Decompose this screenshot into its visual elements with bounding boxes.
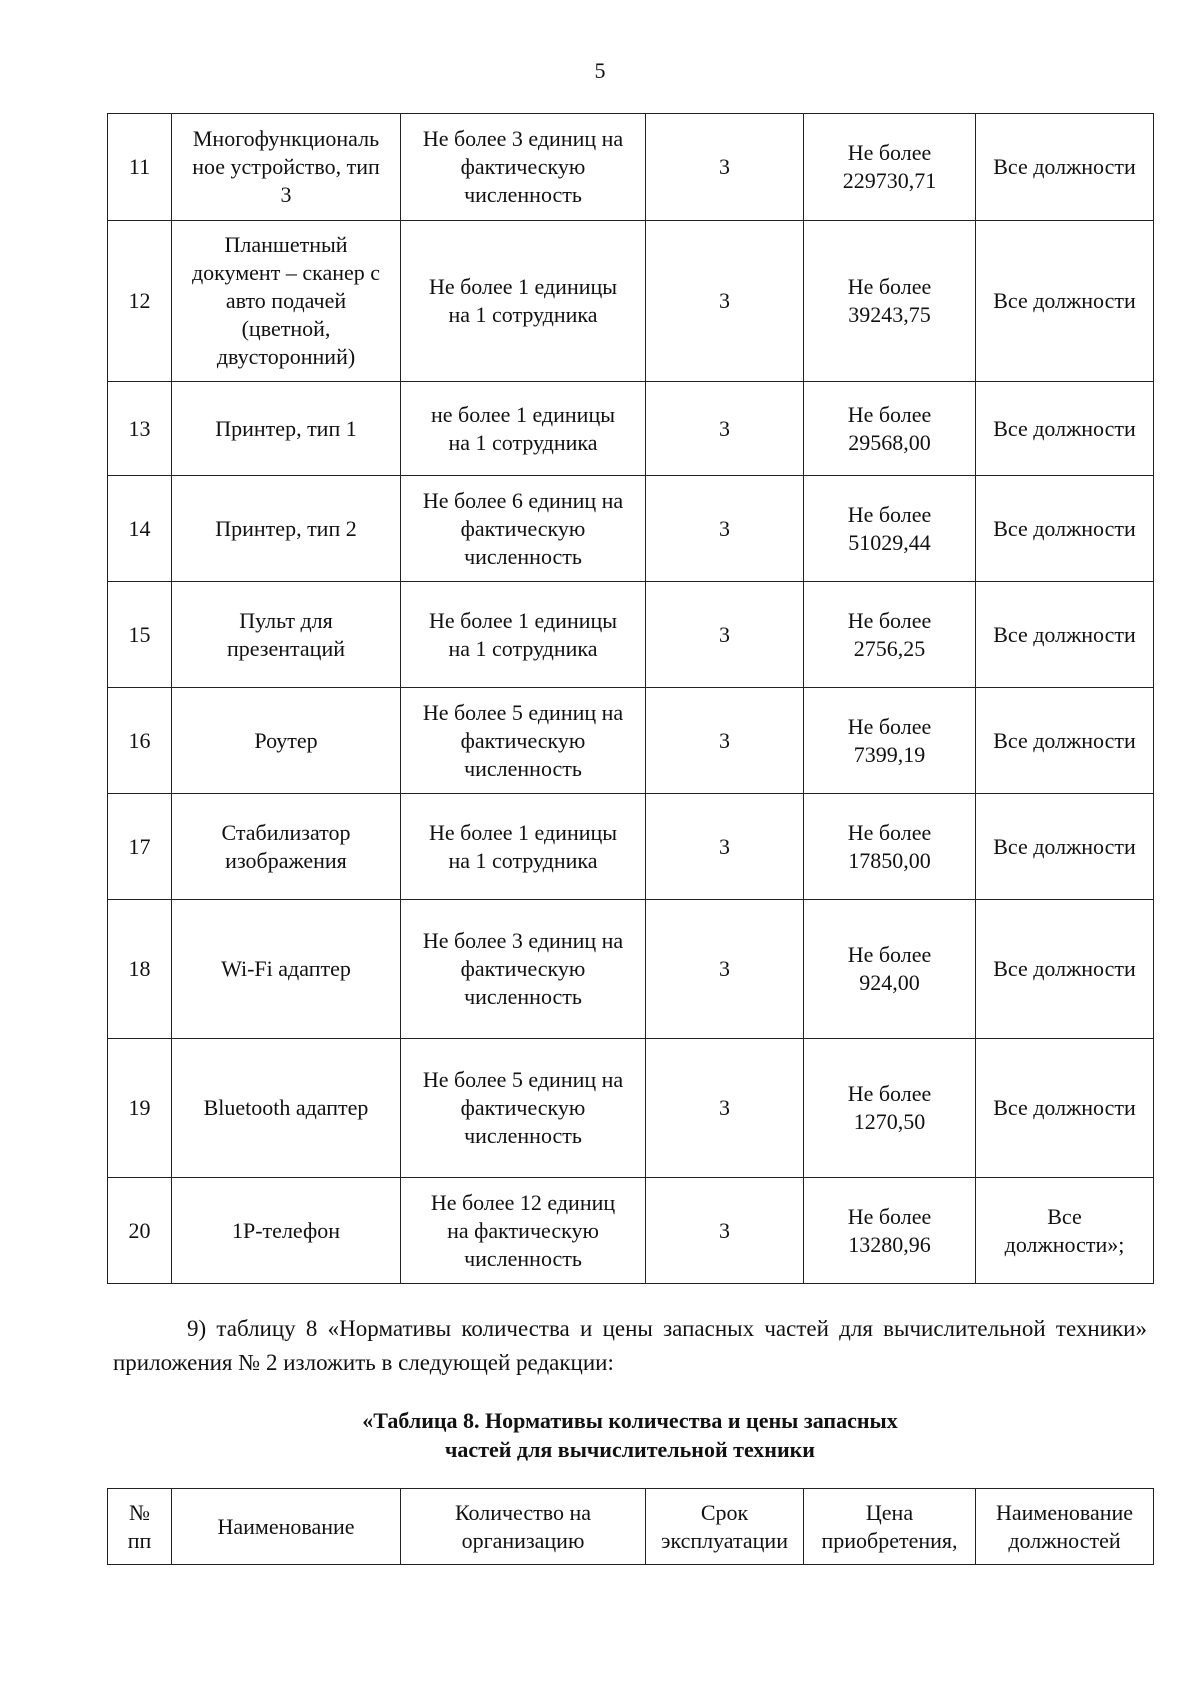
position-cell (976, 476, 1154, 582)
position-cell (976, 1178, 1154, 1284)
quantity-cell (401, 794, 646, 900)
position-cell (976, 1039, 1154, 1178)
table-row (108, 382, 1154, 476)
position-cell (976, 582, 1154, 688)
row-number-cell: 19 (108, 1039, 172, 1178)
price-cell-line: 39243,75 (848, 302, 931, 327)
price-cell-line: 51029,44 (848, 529, 931, 555)
quantity-cell-line: Не более 1 единицы (428, 819, 618, 845)
service-life-cell: 3 (646, 114, 804, 221)
price-cell (804, 688, 976, 794)
quantity-cell (401, 582, 646, 688)
price-cell-line: 1270,50 (853, 1109, 926, 1134)
price-cell (804, 382, 976, 476)
quantity-cell (401, 114, 646, 221)
price-cell-line: Не более (847, 819, 932, 845)
item-name-cell (172, 582, 401, 688)
amendment-paragraph (113, 1312, 1147, 1380)
quantity-cell (401, 688, 646, 794)
quantity-cell-line: Не более 5 единиц на (422, 1067, 624, 1092)
position-cell-line: Все должности (993, 621, 1136, 647)
quantity-cell-line: Не более 5 единиц на (422, 699, 624, 725)
service-life-cell: 3 (646, 582, 804, 688)
quantity-cell-line: численность (464, 984, 582, 1009)
quantity-cell (401, 1039, 646, 1178)
header-term-line: эксплуатации (661, 1527, 788, 1553)
amendment-text: 9) таблицу 8 «Нормативы количества и цены запасных частей для вычислительной техники» приложения № 2 изложить в следующей редакции: (113, 1316, 1147, 1375)
item-name-cell-line: ное устройство, тип (192, 154, 380, 179)
price-cell-line: 13280,96 (848, 1231, 931, 1257)
position-cell (976, 382, 1154, 476)
service-life-cell: 3 (646, 382, 804, 476)
item-name-cell-line: Стабилизатор (221, 819, 351, 845)
table-row (108, 221, 1154, 382)
price-cell-line: Не более (847, 607, 932, 633)
position-cell (976, 688, 1154, 794)
item-name-cell-line: документ – сканер с (191, 260, 381, 285)
table-row (108, 900, 1154, 1039)
header-qty-line: организацию (461, 1527, 585, 1553)
position-cell-line: Все должности (993, 833, 1136, 859)
quantity-cell-line: численность (464, 755, 582, 781)
position-cell-line: Все должности (993, 956, 1136, 981)
price-cell-line: 29568,00 (848, 429, 931, 455)
table-row (108, 794, 1154, 900)
price-cell-line: Не более (847, 1081, 932, 1106)
item-name-cell-line: Роутер (254, 727, 318, 753)
position-cell (976, 900, 1154, 1039)
item-name-cell-line: Принтер, тип 1 (215, 415, 357, 441)
price-cell-line: 229730,71 (842, 168, 937, 193)
price-cell-line: Не более (847, 140, 932, 165)
table-row (108, 476, 1154, 582)
price-cell (804, 476, 976, 582)
position-cell-line: должности»; (1004, 1231, 1125, 1257)
table-row (108, 1039, 1154, 1178)
item-name-cell (172, 900, 401, 1039)
item-name-cell (172, 794, 401, 900)
quantity-cell-line: не более 1 единицы (431, 401, 615, 427)
item-name-cell-line: двусторонний) (216, 344, 356, 369)
item-name-cell-line: Принтер, тип 2 (215, 515, 357, 541)
item-name-cell-line: изображения (225, 847, 347, 873)
quantity-cell (401, 221, 646, 382)
quantity-cell-line: Не более 12 единиц (430, 1189, 616, 1215)
price-cell (804, 582, 976, 688)
quantity-cell-line: фактическую (460, 515, 586, 541)
quantity-cell-line: на фактическую (447, 1217, 599, 1243)
quantity-cell-line: фактическую (460, 956, 586, 981)
item-name-cell (172, 382, 401, 476)
quantity-cell (401, 900, 646, 1039)
table-row (108, 582, 1154, 688)
position-cell-line: Все должности (993, 515, 1136, 541)
price-cell (804, 114, 976, 221)
quantity-cell-line: Не более 6 единиц на (422, 487, 624, 513)
item-name-cell-line: 1P-телефон (232, 1217, 340, 1243)
position-cell (976, 114, 1154, 221)
position-cell-line: Все должности (993, 1095, 1136, 1120)
price-cell (804, 221, 976, 382)
service-life-cell: 3 (646, 476, 804, 582)
price-cell (804, 1039, 976, 1178)
quantity-cell (401, 382, 646, 476)
row-number-cell: 15 (108, 582, 172, 688)
quantity-cell-line: Не более 3 единиц на (422, 126, 624, 151)
price-cell-line: Не более (847, 401, 932, 427)
service-life-cell: 3 (646, 1178, 804, 1284)
header-num (108, 1489, 172, 1565)
price-cell (804, 794, 976, 900)
price-cell (804, 900, 976, 1039)
service-life-cell: 3 (646, 221, 804, 382)
position-cell-line: Все (1047, 1203, 1082, 1229)
row-number-cell: 11 (108, 114, 172, 221)
quantity-cell-line: Не более 1 единицы (428, 607, 618, 633)
position-cell-line: Все должности (993, 415, 1136, 441)
row-number-cell: 18 (108, 900, 172, 1039)
equipment-table (107, 113, 1154, 1284)
header-price (804, 1489, 976, 1565)
item-name-cell (172, 476, 401, 582)
quantity-cell-line: численность (464, 1245, 582, 1271)
price-cell-line: Не более (847, 942, 932, 967)
quantity-cell-line: на 1 сотрудника (448, 429, 598, 455)
item-name-cell (172, 1039, 401, 1178)
service-life-cell: 3 (646, 794, 804, 900)
quantity-cell-line: на 1 сотрудника (448, 635, 598, 661)
item-name-cell-line: Пульт для (239, 607, 333, 633)
quantity-cell-line: фактическую (460, 727, 586, 753)
item-name-cell-line: авто подачей (225, 288, 347, 313)
item-name-cell (172, 1178, 401, 1284)
row-number-cell: 20 (108, 1178, 172, 1284)
row-number-cell: 17 (108, 794, 172, 900)
service-life-cell: 3 (646, 900, 804, 1039)
service-life-cell: 3 (646, 1039, 804, 1178)
table-row (108, 688, 1154, 794)
header-term-line: Срок (700, 1499, 749, 1525)
price-cell-line: Не более (847, 713, 932, 739)
row-number-cell: 14 (108, 476, 172, 582)
price-cell-line: Не более (847, 274, 932, 299)
price-cell-line: 7399,19 (853, 741, 926, 767)
table-row (108, 1178, 1154, 1284)
position-cell (976, 794, 1154, 900)
row-number-cell: 16 (108, 688, 172, 794)
quantity-cell (401, 1178, 646, 1284)
price-cell-line: Не более (847, 1203, 932, 1229)
header-num-line: № (129, 1499, 150, 1525)
header-num-line: пп (127, 1527, 152, 1553)
item-name-cell-line: Многофункциональ (192, 126, 380, 151)
service-life-cell: 3 (646, 688, 804, 794)
item-name-cell-line: презентаций (226, 635, 345, 661)
quantity-cell-line: на 1 сотрудника (448, 302, 598, 327)
position-cell-line: Все должности (993, 727, 1136, 753)
position-cell (976, 221, 1154, 382)
row-number-cell: 12 (108, 221, 172, 382)
header-row (108, 1489, 1154, 1565)
header-price-line: Цена (865, 1499, 914, 1525)
item-name-cell-line: Wi-Fi адаптер (221, 956, 351, 981)
price-cell-line: 17850,00 (848, 847, 931, 873)
header-qty (401, 1489, 646, 1565)
price-cell (804, 1178, 976, 1284)
quantity-cell-line: фактическую (460, 154, 586, 179)
quantity-cell (401, 476, 646, 582)
quantity-cell-line: Не более 3 единиц на (422, 928, 624, 953)
item-name-cell (172, 221, 401, 382)
quantity-cell-line: на 1 сотрудника (448, 847, 598, 873)
row-number-cell: 13 (108, 382, 172, 476)
header-position (976, 1489, 1154, 1565)
item-name-cell (172, 688, 401, 794)
position-cell-line: Все должности (993, 154, 1136, 179)
header-qty-line: Количество на (454, 1499, 592, 1525)
table-8-header (107, 1488, 1154, 1565)
table-8-title (0, 1406, 1200, 1464)
header-name (172, 1489, 401, 1565)
equipment-table-body (108, 114, 1154, 1284)
header-price-line: приобретения, (821, 1527, 958, 1553)
quantity-cell-line: численность (464, 1123, 582, 1148)
header-position-line: Наименование (995, 1499, 1134, 1525)
header-term (646, 1489, 804, 1565)
item-name-cell-line: 3 (280, 182, 292, 207)
price-cell-line: 924,00 (859, 970, 920, 995)
page-number: 5 (594, 58, 606, 83)
item-name-cell (172, 114, 401, 221)
quantity-cell-line: численность (464, 182, 582, 207)
item-name-cell-line: Планшетный (224, 232, 348, 257)
position-cell-line: Все должности (993, 288, 1136, 313)
price-cell-line: Не более (847, 501, 932, 527)
price-cell-line: 2756,25 (853, 635, 926, 661)
header-position-line: должностей (1008, 1527, 1121, 1553)
quantity-cell-line: фактическую (460, 1095, 586, 1120)
item-name-cell-line: (цветной, (241, 316, 331, 341)
item-name-cell-line: Bluetooth адаптер (203, 1095, 369, 1120)
table-title-line: «Таблица 8. Нормативы количества и цены запасных (362, 1408, 898, 1433)
table-title-line: частей для вычислительной техники (445, 1437, 815, 1462)
quantity-cell-line: численность (464, 543, 582, 569)
table-row (108, 114, 1154, 221)
header-name-line: Наименование (217, 1513, 355, 1539)
quantity-cell-line: Не более 1 единицы (428, 274, 618, 299)
